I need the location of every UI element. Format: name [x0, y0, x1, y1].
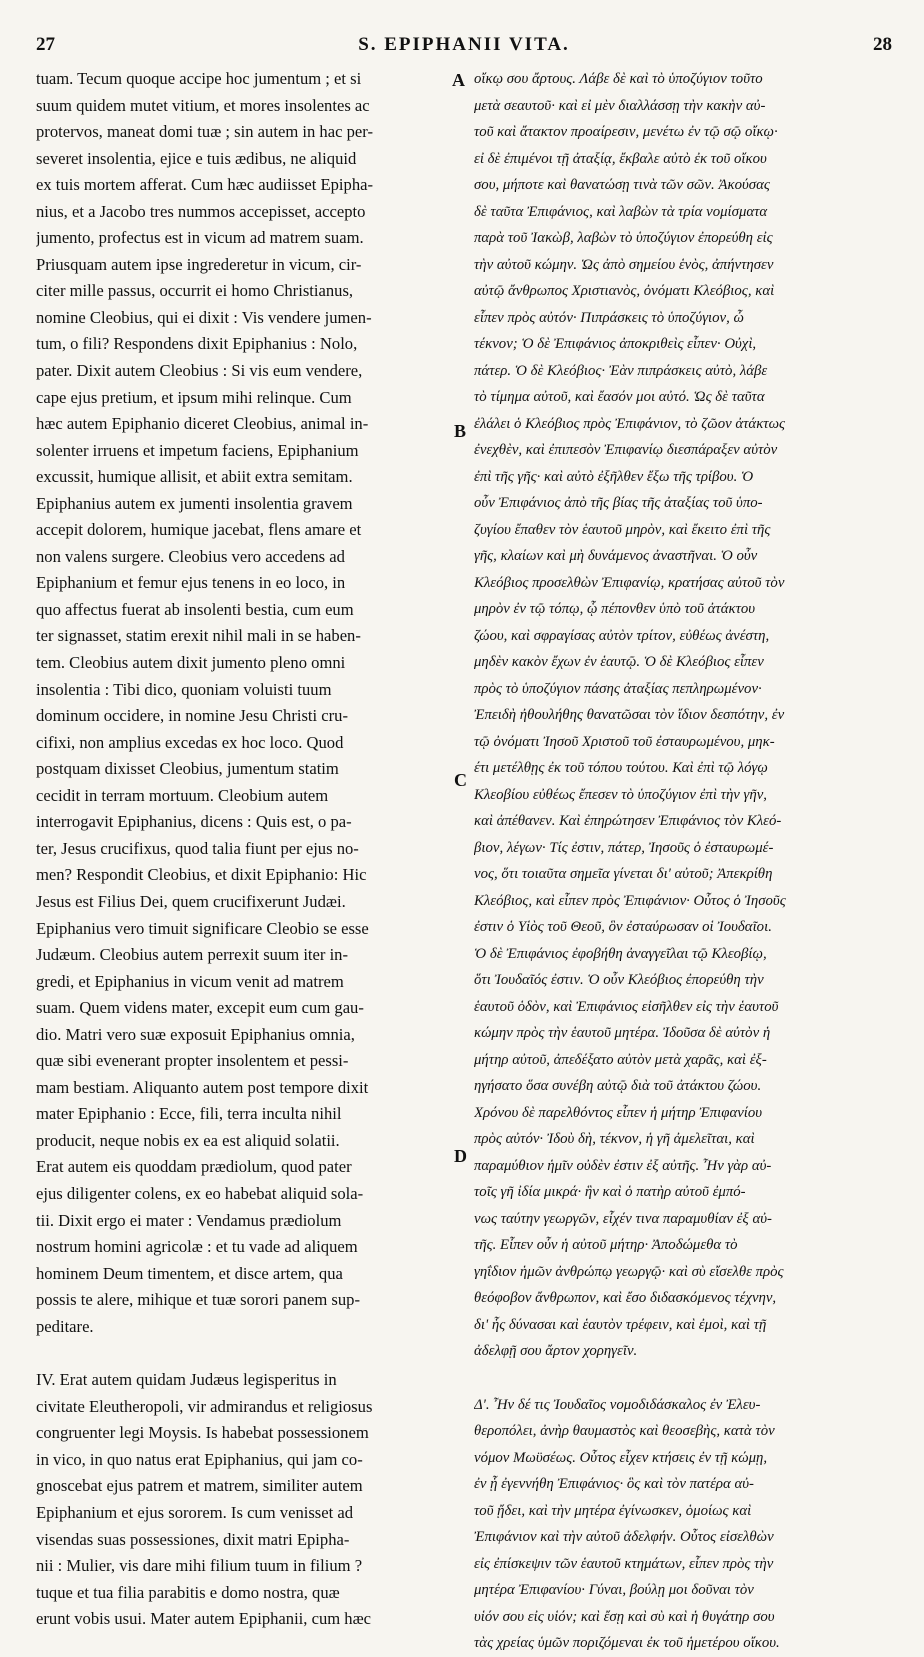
greek-text-line: δι' ἧς δύνασαι καὶ ἑαυτὸν τρέφειν, καὶ ἐμοὶ, καὶ τῇ: [474, 1316, 767, 1333]
greek-text-line: μητέρα Ἐπιφανίου· Γύναι, βούλῃ μοι δοῦναι τὸν: [474, 1582, 754, 1598]
latin-text-line: dio. Matri vero suæ exposuit Epiphanius omnia,: [36, 1024, 355, 1044]
greek-text-line: Κλεοβίου εὐθέως ἔπεσεν τὸ ὑποζύγιον ἐπὶ τὴν γῆν,: [474, 786, 767, 803]
margin-marker-b: B: [454, 421, 467, 441]
greek-text-line: τέκνον; Ὁ δὲ Ἐπιφάνιος ἀποκριθεὶς εἶπεν· Οὐχὶ,: [474, 336, 757, 352]
greek-text-line: ζυγίου ἔπαθεν τὸν ἑαυτοῦ μηρὸν, καὶ ἔκειτο ἐπὶ τῆς: [474, 521, 771, 538]
latin-text-line: nomine Cleobius, qui ei dixit : Vis vendere jumen-: [36, 307, 372, 327]
latin-text-line: nii : Mulier, vis dare mihi filium tuum in filium ?: [36, 1556, 363, 1576]
latin-text-line: Erat autem eis quoddam prædiolum, quod pater: [36, 1157, 352, 1177]
latin-text-line: suam. Quem videns mater, excepit eum cum gau-: [36, 998, 364, 1018]
paragraph-gap: [36, 1340, 448, 1367]
latin-text-line: in vico, in quo natus erat Epiphanius, qui jam co-: [36, 1449, 363, 1469]
greek-text-line: ἐλάλει ὁ Κλεόβιος πρὸς Ἐπιφάνιον, τὸ ζῶον ἀτάκτως: [474, 415, 786, 432]
latin-text-line: mater Epiphanio : Ecce, fili, terra inculta nihil: [36, 1104, 342, 1124]
latin-text-line: cecidit in terram mortuum. Cleobium autem: [36, 785, 329, 805]
greek-text-line: πάτερ. Ὁ δὲ Κλεόβιος· Ἐὰν πιπράσκεις αὐτὸ, λάβε: [474, 362, 768, 379]
greek-text-line: Ἐπειδὴ ἠθουλήθης θανατῶσαι τὸν ἴδιον δεσπότην, ἐν: [474, 707, 785, 723]
running-title: S. EPIPHANII VITA.: [358, 34, 570, 55]
latin-text-line: tuam. Tecum quoque accipe hoc jumentum ; et si: [36, 69, 362, 88]
greek-text-line: Κλεόβιος προσελθὼν Ἐπιφανίῳ, κρατήσας αὐτοῦ τὸν: [474, 574, 785, 591]
latin-text-line: citer mille passus, occurrit ei homo Christianus,: [36, 281, 354, 301]
greek-text-line: τῷ ὀνόματι Ἰησοῦ Χριστοῦ τοῦ ἐσταυρωμένου, μηκ-: [474, 733, 775, 750]
latin-text-line: nius, et a Jacobo tres nummos accepisset, accepto: [36, 201, 366, 221]
greek-text-line: ὅτι Ἰουδαῖός ἐστιν. Ὁ οὖν Κλεόβιος ἐπορεύθη τὴν: [474, 972, 764, 988]
latin-text-line: tem. Cleobius autem dixit jumento pleno omni: [36, 653, 346, 673]
latin-text-line: solenter irruens et impetum faciens, Epiphanium: [36, 440, 359, 460]
latin-text-line: pater. Dixit autem Cleobius : Si vis eum vendere,: [36, 361, 363, 381]
greek-text-line: τοῖς γῆ ἰδία μικρά· ἣν καὶ ὁ πατὴρ αὐτοῦ ἐμπό-: [474, 1184, 746, 1200]
latin-text-line: interrogavit Epiphanius, dicens : Quis est, o pa-: [36, 812, 352, 832]
latin-text-line: severet insolentia, ejice e tuis ædibus, ne aliquid: [36, 148, 357, 168]
greek-text-line: πρὸς τὸ ὑποζύγιον πάσης ἀταξίας πεπληρωμένον·: [474, 680, 762, 697]
greek-text-line: μήτηρ αὐτοῦ, ἀπεδέξατο αὐτὸν μετὰ χαρᾶς, καὶ ἐξ-: [474, 1051, 767, 1068]
page-number-left: 27: [36, 34, 55, 55]
latin-text-line: IV. Erat autem quidam Judæus legisperitus in: [36, 1370, 337, 1390]
greek-text-line: καὶ ἀπέθανεν. Καὶ ἐπηρώτησεν Ἐπιφάνιος τὸν Κλεό-: [474, 813, 782, 829]
greek-text-line: ἀδελφῇ σου ἄρτον χορηγεῖν.: [474, 1343, 638, 1359]
latin-text-line: ex tuis mortem afferat. Cum hæc audiisset Epipha-: [36, 175, 374, 195]
latin-text-line: ter, Jesus crucifixus, quod talia fiunt per ejus no-: [36, 838, 359, 858]
latin-text-line: civitate Eleutheropoli, vir admirandus et religiosus: [36, 1396, 373, 1416]
latin-text-line: gnoscebat ejus patrem et matrem, similiter autem: [36, 1476, 363, 1496]
latin-text-line: cape ejus pretium, et ipsum mihi relinque. Cum: [36, 387, 352, 407]
greek-text-line: ἑαυτοῦ ὁδὸν, καὶ Ἐπιφάνιος εἰσῆλθεν εἰς τὴν ἑαυτοῦ: [474, 998, 779, 1015]
greek-text-line: τὰς χρείας ὑμῶν ποριζόμεναι ἐκ τοῦ ἡμετέρου οἴκου.: [474, 1635, 780, 1651]
latin-text-line: cifixi, non amplius excedas ex hoc loco. Quod: [36, 732, 344, 752]
latin-text-line: suum quidem mutet vitium, et mores insolentes ac: [36, 95, 370, 115]
latin-text-line: hominem Deum timentem, et disce artem, qua: [36, 1263, 343, 1283]
latin-text-line: Epiphanium et femur ejus tenens in eo loco, in: [36, 573, 346, 593]
greek-text-line: τῆς. Εἶπεν οὖν ἡ αὐτοῦ μήτηρ· Ἀποδώμεθα τὸ: [474, 1237, 738, 1253]
greek-text-line: πρὸς αὐτόν· Ἰδοὺ δὴ, τέκνον, ἡ γῆ ἀμελεῖται, καὶ: [474, 1131, 755, 1147]
latin-text-line: Priusquam autem ipse ingrederetur in vicum, cir-: [36, 254, 362, 274]
greek-text-line: μετὰ σεαυτοῦ· καὶ εἰ μὲν διαλλάσσῃ τὴν κακὴν αὐ-: [474, 97, 766, 114]
greek-text-line: θεροπόλει, ἀνὴρ θαυμαστὸς καὶ θεοσεβὴς, κατὰ τὸν: [474, 1423, 775, 1439]
latin-text-line: Epiphanius vero timuit significare Cleobio se esse: [36, 918, 369, 938]
latin-text-line: peditare.: [36, 1316, 94, 1336]
greek-text-line: ἐνεχθὲν, καὶ ἐπιπεσὸν Ἐπιφανίῳ διεσπάραξεν αὐτὸν: [474, 442, 778, 458]
latin-text-line: gredi, et Epiphanius in vicum venit ad matrem: [36, 971, 344, 991]
latin-text-line: Judæum. Cleobius autem perrexit suum iter in-: [36, 945, 349, 965]
greek-text-line: εἰς ἐπίσκεψιν τῶν ἑαυτοῦ κτημάτων, εἶπεν πρὸς τὴν: [474, 1555, 774, 1572]
latin-text-line: mam bestiam. Aliquanto autem post tempore dixit: [36, 1077, 369, 1097]
running-header: [36, 34, 892, 60]
latin-text-line: excussit, humique allisit, et abiit extra semitam.: [36, 467, 353, 487]
greek-text-line: γηΐδιον ἡμῶν ἀνθρώπῳ γεωργῷ· καὶ σὺ εἴσελθε πρὸς: [474, 1263, 784, 1280]
latin-text-line: accepit dolorem, humique jacebat, flens amare et: [36, 520, 362, 540]
greek-text-line: Χρόνου δὲ παρελθόντος εἶπεν ἡ μήτηρ Ἐπιφανίου: [474, 1104, 763, 1121]
greek-text-line: οἴκῳ σου ἄρτους. Λάβε δὲ καὶ τὸ ὑποζύγιον τοῦτο: [474, 71, 763, 87]
greek-column: [474, 66, 894, 1657]
greek-text-line: νόμον Μωϋσέως. Οὗτος εἶχεν κτήσεις ἐν τῇ κώμῃ,: [474, 1449, 768, 1466]
greek-text-line: βιον, λέγων· Τίς ἐστιν, πάτερ, Ἰησοῦς ὁ ἐσταυρωμέ-: [474, 839, 774, 856]
latin-text-line: congruenter legi Moysis. Is habebat possessionem: [36, 1423, 369, 1443]
greek-text-line: μηδὲν κακὸν ἔχων ἐν ἑαυτῷ. Ὁ δὲ Κλεόβιος εἶπεν: [474, 654, 764, 670]
greek-text-line: Κλεόβιος, καὶ εἶπεν πρὸς Ἐπιφάνιον· Οὗτος ὁ Ἰησοῦς: [474, 892, 786, 909]
latin-text-line: hæc autem Epiphanio diceret Cleobius, animal in-: [36, 414, 369, 434]
margin-marker-c: C: [454, 770, 467, 790]
greek-text-line: ἐπὶ τῆς γῆς· καὶ αὐτὸ ἐξῆλθεν ἔξω τῆς τρίβου. Ὁ: [474, 468, 754, 485]
latin-text-line: Epiphanius autem ex jumenti insolentia gravem: [36, 493, 353, 513]
margin-marker-d: D: [454, 1146, 467, 1166]
latin-text-line: dominum occidere, in nomine Jesu Christi cru-: [36, 706, 348, 726]
greek-text-line: ἐστιν ὁ Υἱὸς τοῦ Θεοῦ, ὃν ἐσταύρωσαν οἱ Ἰουδαῖοι.: [474, 919, 772, 935]
greek-text-line: εἰ δὲ ἐπιμένοι τῇ ἀταξίᾳ, ἔκβαλε αὐτὸ ἐκ τοῦ οἴκου: [474, 150, 767, 167]
greek-text-line: ἐν ᾗ ἐγεννήθη Ἐπιφάνιος· ὃς καὶ τὸν πατέρα αὐ-: [474, 1476, 754, 1492]
latin-text-line: tii. Dixit ergo ei mater : Vendamus prædiolum: [36, 1210, 342, 1230]
greek-text-line: Δ'. Ἦν δέ τις Ἰουδαῖος νομοδιδάσκαλος ἐν Ἐλευ-: [474, 1396, 761, 1413]
greek-text-line: μηρὸν ἐν τῷ τόπῳ, ᾧ πέπονθεν ὑπὸ τοῦ ἀτάκτου: [474, 601, 756, 617]
greek-text-line: εἶπεν πρὸς αὐτόν· Πιπράσκεις τὸ ὑποζύγιον, ὦ: [474, 309, 744, 326]
latin-text-line: postquam dixisset Cleobius, jumentum statim: [36, 759, 339, 779]
greek-text-line: έτι μετέλθῃς ἐκ τοῦ τόπου τούτου. Καὶ ἐπὶ τῷ λόγῳ: [474, 760, 768, 776]
latin-text-line: quæ sibi evenerant propter insolentem et pessi-: [36, 1051, 349, 1071]
greek-text-line: παρὰ τοῦ Ἰακὼβ, λαβὼν τὸ ὑποζύγιον ἐπορεύθη εἰς: [474, 230, 773, 246]
latin-text-line: visendas suas possessiones, dixit matri Epipha-: [36, 1529, 350, 1549]
margin-marker-a: A: [452, 70, 465, 90]
greek-text-line: σου, μήποτε καὶ θανατώσῃ τινὰ τῶν σῶν. Ἀκούσας: [474, 177, 770, 193]
latin-text-line: nostrum homini agricolæ : et tu vade ad aliquem: [36, 1237, 358, 1257]
latin-text-line: jumento, profectus est in vicum ad matrem suam.: [36, 228, 364, 248]
latin-text-line: Epiphanium et ejus sororem. Is cum venisset ad: [36, 1502, 354, 1522]
latin-text-line: tum, o fili? Respondens dixit Epiphanius : Nolo,: [36, 334, 358, 354]
greek-text-line: ηγήσατο ὅσα συνέβη αὐτῷ διὰ τοῦ ἀτάκτου ζώου.: [474, 1078, 762, 1094]
latin-column: [36, 66, 448, 1633]
greek-text-line: δὲ ταῦτα Ἐπιφάνιος, καὶ λαβὼν τὰ τρία νομίσματα: [474, 203, 768, 220]
greek-text-line: νως ταύτην γεωργῶν, εἶχέν τινα παραμυθίαν ἐξ αὐ-: [474, 1210, 772, 1227]
latin-text-line: protervos, maneat domi tuæ ; sin autem in hac per-: [36, 122, 373, 142]
paragraph-gap: [474, 1365, 894, 1392]
greek-text-line: παραμύθιον ἡμῖν οὐδὲν ἐστιν ἐξ αὐτῆς. Ἦν γὰρ αὐ-: [474, 1157, 772, 1174]
greek-text-line: νος, ὅτι τοιαῦτα σημεῖα γίνεται δι' αὐτοῦ; Ἀπεκρίθη: [474, 866, 773, 882]
page-number-right: 28: [873, 34, 892, 55]
greek-text-line: ζώου, καὶ σφραγίσας αὐτὸν τρίτον, εὐθέως ἀνέστη,: [474, 627, 770, 644]
greek-text-line: τὴν αὐτοῦ κώμην. Ὡς ἀπὸ σημείου ἑνὸς, ἀπήντησεν: [474, 256, 774, 273]
latin-text-line: insolentia : Tibi dico, quoniam voluisti tuum: [36, 679, 332, 699]
greek-text-line: οὖν Ἐπιφάνιος ἀπὸ τῆς βίας τῆς ἀταξίας τοῦ ὑπο-: [474, 495, 763, 511]
latin-text-line: possis te alere, mihique et tuæ sorori panem sup-: [36, 1290, 360, 1310]
greek-text-line: κώμην πρὸς τὴν ἑαυτοῦ μητέρα. Ἰδοῦσα δὲ αὐτὸν ἡ: [474, 1025, 771, 1041]
greek-text-line: θεόφοβον ἄνθρωπον, καὶ ἔσο διδασκόμενος τέχνην,: [474, 1290, 777, 1306]
latin-text-line: tuque et tua filia parabitis e domo nostra, quæ: [36, 1582, 340, 1602]
latin-text-line: Jesus est Filius Dei, quem crucifixerunt Judæi.: [36, 891, 346, 911]
greek-text-line: αὐτῷ ἄνθρωπος Χριστιανὸς, ὀνόματι Κλεόβιος, καὶ: [474, 283, 775, 299]
latin-text-line: ter signasset, statim erexit nihil mali in se haben-: [36, 626, 361, 646]
latin-text-line: ejus diligenter colens, ex eo habebat aliquid sola-: [36, 1183, 364, 1203]
greek-text-line: Ὁ δὲ Ἐπιφάνιος ἐφοβήθη ἀναγγεῖλαι τῷ Κλεοβίῳ,: [474, 945, 767, 962]
latin-text-line: men? Respondit Cleobius, et dixit Epiphanio: Hic: [36, 865, 367, 885]
latin-text-line: non valens surgere. Cleobius vero accedens ad: [36, 546, 345, 566]
greek-text-line: γῆς, κλαίων καὶ μὴ δυνάμενος ἀναστῆναι. Ὁ οὖν: [474, 548, 758, 564]
greek-text-line: Ἐπιφάνιον καὶ τὴν αὐτοῦ ἀδελφήν. Οὗτος εἰσελθὼν: [474, 1529, 774, 1545]
greek-text-line: τοῦ καὶ ἄτακτον προαίρεσιν, μενέτω ἐν τῷ σῷ οἴκῳ·: [474, 124, 778, 140]
greek-text-line: τὸ τίμημα αὐτοῦ, καὶ ἔασόν μοι αὐτό. Ὡς δὲ ταῦτα: [474, 389, 765, 405]
greek-text-line: υἱόν σου εἰς υἱόν; καὶ ἔσῃ καὶ σὺ καὶ ἡ θυγάτηρ σου: [474, 1608, 775, 1625]
latin-text-line: producit, neque nobis ex ea est aliquid solatii.: [36, 1130, 340, 1150]
greek-text-line: τοῦ ᾔδει, καὶ τὴν μητέρα ἐγίνωσκεν, ὁμοίως καὶ: [474, 1502, 752, 1519]
latin-text-line: erunt vobis usui. Mater autem Epiphanii, cum hæc: [36, 1609, 372, 1629]
latin-text-line: quo affectus fuerat ab insolenti bestia, cum eum: [36, 599, 354, 619]
